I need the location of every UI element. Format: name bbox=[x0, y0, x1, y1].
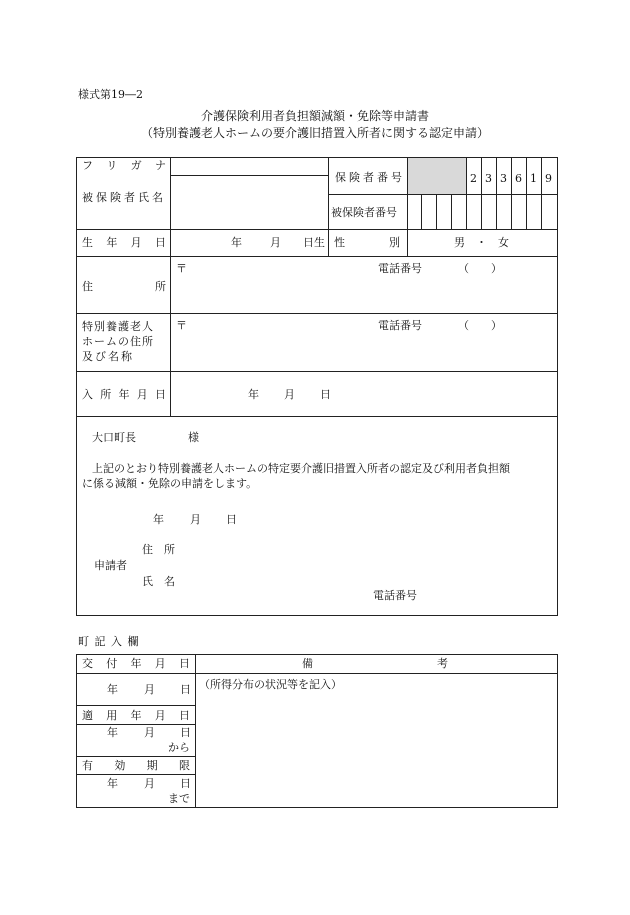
furigana-label: フ リ ガ ナ bbox=[82, 159, 166, 172]
insurer-digit: 3 bbox=[500, 172, 507, 185]
sex-options[interactable]: 男 ・ 女 bbox=[454, 236, 509, 249]
applicant-address-label: 住 所 bbox=[142, 543, 175, 556]
notes-input[interactable] bbox=[196, 674, 557, 807]
sex-label: 性 別 bbox=[334, 236, 400, 249]
admission-month-unit: 月 bbox=[284, 388, 295, 401]
valid-until-text: まで bbox=[168, 792, 190, 805]
issue-year-unit: 年 bbox=[107, 683, 118, 696]
applicant-name-label: 氏 名 bbox=[142, 575, 175, 588]
insurer-digit: 9 bbox=[545, 172, 552, 185]
apply-year-unit: 年 bbox=[107, 726, 118, 739]
apply-month-unit: 月 bbox=[144, 726, 155, 739]
birth-year-unit: 年 bbox=[231, 236, 242, 249]
form-number: 様式第19―2 bbox=[78, 88, 143, 101]
valid-day-unit: 日 bbox=[180, 777, 191, 790]
facility-input[interactable] bbox=[171, 314, 557, 371]
apply-date-label: 適 用 年 月 日 bbox=[82, 709, 190, 722]
postal-mark: 〒 bbox=[176, 262, 187, 275]
admission-year-unit: 年 bbox=[248, 388, 259, 401]
notes-label: 備 bbox=[302, 657, 313, 670]
honorific: 様 bbox=[188, 431, 199, 444]
facility-label-line2: ホームの住所 bbox=[82, 335, 154, 348]
statement-line2: に係る減額・免除の申請をします。 bbox=[82, 477, 258, 490]
valid-month-unit: 月 bbox=[144, 777, 155, 790]
apply-day-unit: 日 bbox=[180, 726, 191, 739]
application-month-unit: 月 bbox=[190, 513, 201, 526]
insurer-number-label: 保険者番号 bbox=[335, 171, 405, 184]
issue-day-unit: 日 bbox=[180, 683, 191, 696]
phone-label: 電話番号 bbox=[378, 319, 422, 332]
birth-month-unit: 月 bbox=[270, 236, 281, 249]
phone-label: 電話番号 bbox=[378, 262, 422, 275]
address-label: 所 bbox=[155, 280, 166, 293]
insurer-digit: 6 bbox=[515, 172, 522, 185]
address-input[interactable] bbox=[171, 257, 557, 313]
facility-label-line1: 特別養護老人 bbox=[82, 320, 154, 333]
birth-date-label: 生 年 月 日 bbox=[82, 236, 166, 249]
form-subtitle: （特別養護老人ホームの要介護旧措置入所者に関する認定申請） bbox=[140, 126, 489, 140]
valid-until-label: 有 効 期 限 bbox=[82, 759, 190, 772]
address-label: 住 bbox=[82, 280, 93, 293]
application-day-unit: 日 bbox=[226, 513, 237, 526]
addressee: 大口町長 bbox=[92, 431, 136, 444]
applicant-label: 申請者 bbox=[94, 559, 127, 572]
insurer-digit: 1 bbox=[530, 172, 537, 185]
name-label: 被保険者氏名 bbox=[82, 191, 166, 204]
statement-line1: 上記のとおり特別養護老人ホームの特定要介護旧措置入所者の認定及び利用者負担額 bbox=[92, 462, 510, 475]
phone-area-code: （ ） bbox=[458, 319, 502, 332]
apply-from-text: から bbox=[168, 741, 190, 754]
phone-area-code: （ ） bbox=[458, 262, 502, 275]
notes-hint: （所得分布の状況等を記入） bbox=[199, 678, 342, 691]
furigana-input[interactable] bbox=[171, 158, 327, 175]
valid-year-unit: 年 bbox=[107, 777, 118, 790]
insurer-digit: 2 bbox=[470, 172, 477, 185]
notes-label: 考 bbox=[437, 657, 448, 670]
town-section-heading: 町 記 入 欄 bbox=[78, 635, 140, 648]
application-year-unit: 年 bbox=[153, 513, 164, 526]
applicant-phone-label: 電話番号 bbox=[373, 589, 417, 602]
insurer-gray-cell bbox=[408, 158, 466, 194]
admission-day-unit: 日 bbox=[320, 388, 331, 401]
insured-number-label: 被保険者番号 bbox=[331, 206, 397, 219]
name-input[interactable] bbox=[171, 176, 327, 229]
form-title: 介護保険利用者負担額減額・免除等申請書 bbox=[200, 109, 429, 123]
admission-date-label: 入 所 年 月 日 bbox=[82, 388, 166, 401]
issue-month-unit: 月 bbox=[144, 683, 155, 696]
insurer-digit: 3 bbox=[485, 172, 492, 185]
facility-label-line3: 及び名称 bbox=[82, 350, 134, 363]
issue-date-label: 交 付 年 月 日 bbox=[82, 657, 190, 670]
birth-day-unit: 日生 bbox=[303, 236, 325, 249]
postal-mark: 〒 bbox=[176, 319, 187, 332]
insured-number-input[interactable] bbox=[408, 195, 557, 229]
